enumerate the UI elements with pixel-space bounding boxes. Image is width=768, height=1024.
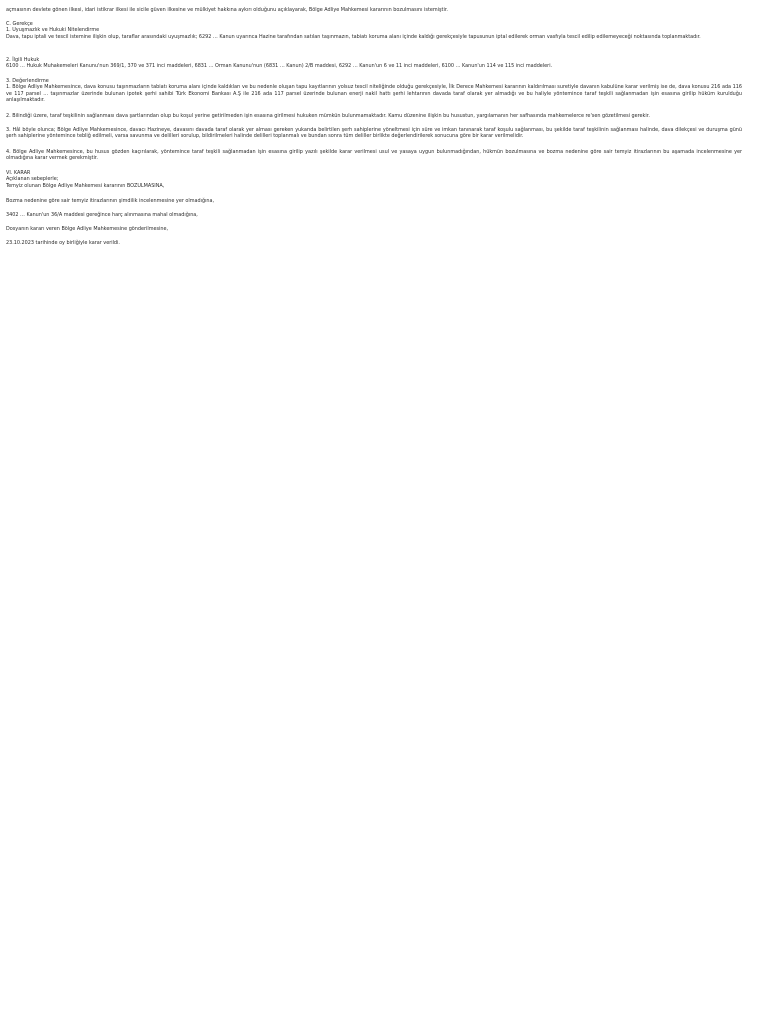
section-vi-heading: VI. KARAR bbox=[6, 170, 31, 176]
decision-item-objections: Bozma nedenine göre sair temyiz itirazlarının şimdilik incelenmesine yer olmadığına, bbox=[6, 198, 215, 204]
section-c-heading: C. Gerekçe bbox=[6, 21, 33, 27]
subsection-3-heading: 3. Değerlendirme bbox=[6, 78, 49, 84]
decision-item-reversal: Temyiz olunan Bölge Adliye Mahkemesi kararının BOZULMASINA, bbox=[6, 182, 165, 189]
evaluation-paragraph-2: 2. Bilindiği üzere, taraf teşkilinin sağlanması dava şartlarından olup bu koşul yerine getirilmeden işin esasına girilmesi hukuken mümkün bulunmamaktadır. Kamu düzenine ilişkin bu husustun, yargılamanın her safhasında mahkemelerce re'sen gözetilmesi gerekir. bbox=[6, 113, 650, 119]
decision-item-fees: 3402 … Kanun'un 36/A maddesi gereğince harç alınmasına mahal olmadığına, bbox=[6, 212, 198, 218]
decision-date: 23.10.2023 tarihinde oy birliğiyle karar verildi. bbox=[6, 240, 120, 246]
section-c bbox=[6, 21, 742, 40]
decision-item-4-block bbox=[6, 226, 742, 232]
subsection-1-heading: 1. Uyuşmazlık ve Hukuki Nitelendirme bbox=[6, 27, 100, 34]
decision-item-send-file: Dosyanın kararı veren Bölge Adliye Mahkemesine gönderilmesine, bbox=[6, 226, 169, 232]
subsection-3 bbox=[6, 78, 742, 104]
subsection-2 bbox=[6, 57, 742, 70]
decision-intro: Açıklanan sebeplerle; bbox=[6, 176, 59, 183]
evaluation-paragraph-1: 1. Bölge Adliye Mahkemesince, dava konusu taşınmazların tabiatı koruma alanı içinde kaldıkları ve bu nedenle oluşan tapu kayıtlarının yolsuz tescil niteliğinde olduğu gerekçesiyle, İlk Derece Mahkemesi kararının kaldırılması suretiyle davanın kabulüne karar verilmiş ise de, dava konusu 216 ada 116 ve 117 parsel … taşınmazlar üzerinde bulunan ipotek şerhi sahibi Türk Ekonomi Bankası A.Ş ile 216 ada 117 parsel üzerinde bulunan enerji nakil hattı şerhi lehtarının davada taraf olarak yer almadığı ve bu haliyle yöntemince taraf teşkili sağlanmadan işin esasına girilip hüküm kurulduğu anlaşılmaktadır. bbox=[6, 84, 742, 104]
decision-item-3-block bbox=[6, 212, 742, 218]
subsection-2-heading: 2. İlgili Hukuk bbox=[6, 57, 40, 63]
intro-paragraph bbox=[6, 7, 742, 13]
decision-item-5-block bbox=[6, 240, 742, 246]
decision-item-2-block bbox=[6, 198, 742, 204]
evaluation-paragraph-4: 4. Bölge Adliye Mahkemesince, bu husus gözden kaçırılarak, yöntemince taraf teşkili sağlanmadan işin esasına girilip yazılı şekilde karar verilmesi usul ve yasaya uygun bulunmadığından, hükmün bozulmasına ve bozma nedenine göre sair temyiz itirazlarının bu aşamada incelenmesine yer olmadığına karar vermek gerekmiştir. bbox=[6, 149, 742, 162]
intro-text: açmasının devlete gönen ilkesi, idari istikrar ilkesi ile sicile güven ilkesine ve mülkiyet hakkına aykırı olduğunu açıklayarak, Bölge Adliye Mahkemesi kararının bozulmasını istemiştir. bbox=[6, 7, 448, 13]
section-vi bbox=[6, 170, 742, 189]
subsection-1-text: Dava, tapu iptali ve tescil istemine ilişkin olup, taraflar arasındaki uyuşmazlık; 6292 … Kanun uyarınca Hazine tarafından satılan taşınmazın, tabiatı koruma alanı içinde kaldığı gerekçesiyle tapusunun iptal edilerek orman vasfıyla tescil edilip edilemeyeceği noktasında toplanmaktadır. bbox=[6, 33, 701, 40]
evaluation-paragraph-3-block bbox=[6, 127, 742, 140]
clipped-previous-line bbox=[6, 0, 742, 1]
evaluation-paragraph-4-block bbox=[6, 149, 742, 162]
subsection-2-text: 6100 … Hukuk Muhakemeleri Kanunu'nun 369/1, 370 ve 371 inci maddeleri, 6831 … Orman Kanunu'nun (6831 … Kanun) 2/B maddesi, 6292 … Kanun'un 6 ve 11 inci maddeleri, 6100 … Kanun'un 114 ve 115 inci maddeleri. bbox=[6, 63, 553, 70]
evaluation-paragraph-3: 3. Hâl böyle olunca; Bölge Adliye Mahkemesince, davacı Hazineye, davasını davada taraf olarak yer alması gereken yukarıda belirtilen şerh sahiplerine yöneltmesi için süre ve imkan tanınarak taraf koşulu sağlanması, bu şekilde taraf teşkilinin sağlanması halinde, dava dilekçesi ve duruşma günü şerh sahiplerine yöntemince tebliğ edilmeli, varsa savunma ve delilleri sorulup, bildirilmeleri halinde delilleri toplanmalı ve bundan sonra tüm deliller birlikte değerlendirilerek sonucuna göre bir karar verilmelidir. bbox=[6, 127, 742, 140]
evaluation-paragraph-2-block bbox=[6, 113, 742, 119]
